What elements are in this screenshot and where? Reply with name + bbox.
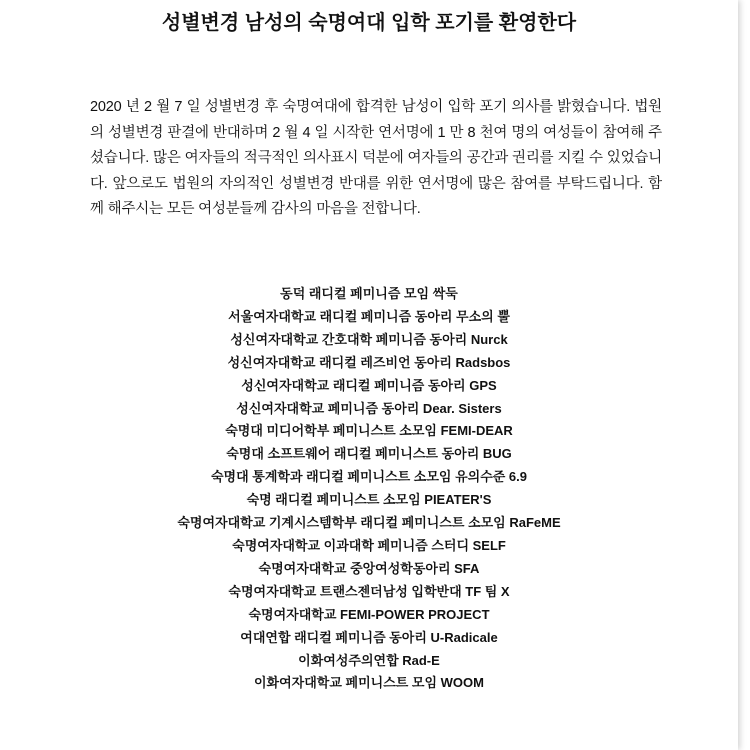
signatory-item: 숙명대 통계학과 래디컬 페미니스트 소모임 유의수준 6.9: [210, 469, 528, 485]
signatory-item: 서울여자대학교 래디컬 페미니즘 동아리 무소의 뿔: [228, 308, 510, 324]
signatory-item: 이화여성주의연합 Rad-E: [298, 652, 440, 668]
statement-paragraph: 2020 년 2 월 7 일 성별변경 후 숙명여대에 합격한 남성이 입학 포기 의사를 밝혔습니다. 법원의 성별변경 판결에 반대하며 2 월 4 일 시작한 연서명에 1 만 8 천여 명의 여성들이 참여해 주셨습니다. 많은 여자들의 적극적인 의사표시 덕분에 여자들의 공간과 권리를 지킬 수 있었습니다. 앞으로도 법원의 자의적인 성별변경 반대를 위한 연서명에 많은 참여를 부탁드립니다. 함께 해주시는 모든 여성분들께 감사의 마음을 전합니다.: [90, 99, 662, 217]
signatory-item: 성신여자대학교 페미니즘 동아리 Dear. Sisters: [236, 400, 502, 416]
signatory-item: 동덕 래디컬 페미니즘 모임 싹둑: [280, 286, 458, 301]
signatory-item: 숙명여자대학교 기계시스템학부 래디컬 페미니스트 소모임 RaFeME: [177, 515, 561, 531]
document-title: 성별변경 남성의 숙명여대 입학 포기를 환영한다: [161, 12, 577, 34]
signatory-item: 숙명여자대학교 중앙여성학동아리 SFA: [258, 560, 480, 576]
signatory-item: 성신여자대학교 래디컬 레즈비언 동아리 Radsbos: [227, 354, 511, 370]
signatory-item: 숙명 래디컬 페미니스트 소모임 PIEATER'S: [246, 492, 492, 508]
signatory-item: 이화여자대학교 페미니스트 모임 WOOM: [254, 675, 484, 691]
signatory-item: 숙명여자대학교 트랜스젠더남성 입학반대 TF 팀 X: [228, 583, 510, 599]
signatory-item: 성신여자대학교 래디컬 페미니즘 동아리 GPS: [241, 377, 497, 393]
signatory-item: 성신여자대학교 간호대학 페미니즘 동아리 Nurck: [230, 331, 508, 347]
signatory-item: 숙명여자대학교 이과대학 페미니즘 스터디 SELF: [232, 537, 506, 553]
signatory-item: 숙명여자대학교 FEMI-POWER PROJECT: [248, 606, 490, 622]
signatory-item: 여대연합 래디컬 페미니즘 동아리 U-Radicale: [240, 629, 498, 645]
signatory-list: [0, 283, 738, 695]
signatory-item: 숙명대 미디어학부 페미니스트 소모임 FEMI-DEAR: [225, 423, 513, 439]
signatory-item: 숙명대 소프트웨어 래디컬 페미니스트 동아리 BUG: [226, 446, 512, 462]
